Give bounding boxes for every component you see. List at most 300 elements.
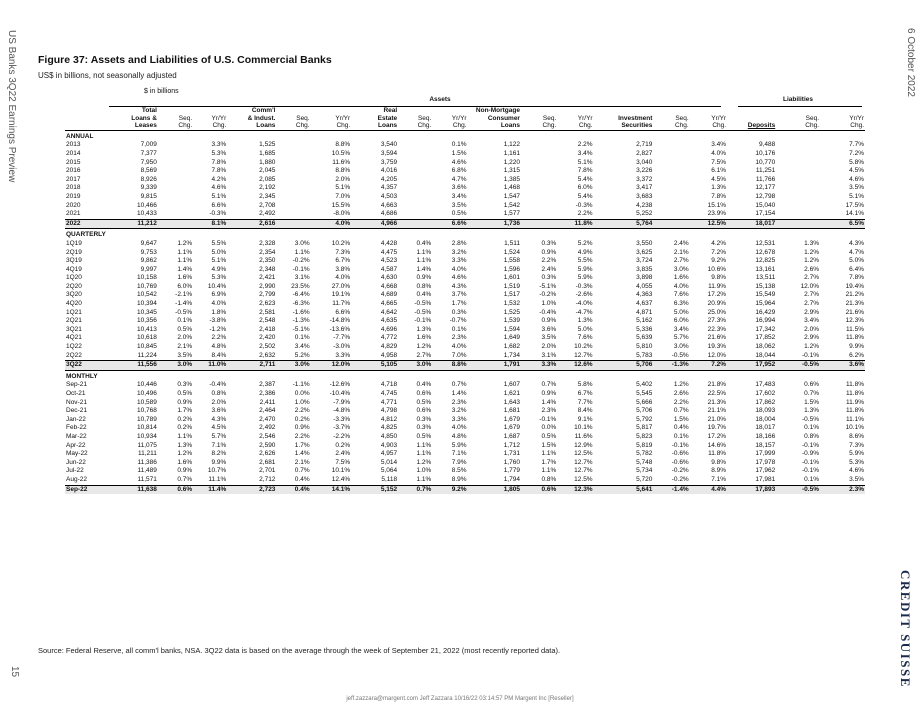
table-cell bbox=[653, 176, 689, 185]
table-cell: 1.3% bbox=[711, 184, 727, 192]
table-cell: 14.1% bbox=[311, 485, 352, 494]
table-cell: 4,665 bbox=[380, 300, 398, 308]
table-cell: 18,062 bbox=[755, 343, 776, 351]
table-cell: 2.2% bbox=[541, 257, 557, 265]
table-cell: 4,475 bbox=[380, 248, 398, 256]
table-cell: 1.1% bbox=[416, 257, 432, 265]
column-header: Deposits bbox=[727, 107, 776, 130]
table-cell: 3,372 bbox=[636, 175, 653, 183]
table-cell: 0.4% bbox=[673, 424, 689, 432]
table-cell: 2,590 bbox=[259, 441, 276, 449]
row-label: Mar-22 bbox=[66, 432, 87, 440]
table-cell bbox=[776, 193, 820, 202]
column-header: Yr/Yr Chg. bbox=[432, 107, 467, 130]
table-row bbox=[65, 476, 865, 485]
table-cell: 2,492 bbox=[259, 210, 276, 218]
table-row bbox=[65, 309, 865, 318]
table-cell: 17,852 bbox=[755, 334, 776, 342]
table-cell: 0.5% bbox=[177, 325, 193, 333]
table-cell: 0.7% bbox=[177, 475, 193, 483]
table-cell: 11.8% bbox=[846, 381, 864, 389]
row-label: Oct-21 bbox=[66, 390, 86, 397]
table-cell: 1.1% bbox=[177, 257, 193, 265]
table-cell: 1.1% bbox=[541, 450, 557, 458]
table-cell: 7,009 bbox=[140, 141, 157, 149]
table-cell: 21.1% bbox=[707, 407, 727, 415]
table-cell: 3,594 bbox=[380, 149, 398, 157]
table-cell: 1.3% bbox=[577, 317, 593, 325]
table-row bbox=[65, 352, 865, 361]
table-cell: 5,545 bbox=[636, 390, 653, 397]
table-cell: 23.5% bbox=[291, 282, 310, 290]
table-cell: 4.0% bbox=[673, 282, 689, 290]
table-cell: 7.5% bbox=[711, 158, 727, 166]
table-row bbox=[65, 424, 865, 433]
table-cell: 1.1% bbox=[294, 248, 310, 256]
table-cell: 10,413 bbox=[137, 325, 157, 333]
table-cell: 4.6% bbox=[451, 158, 467, 166]
figure-title: Figure 37: Assets and Liabilities of U.S. Commercial Banks bbox=[38, 54, 332, 66]
table-cell: 4,363 bbox=[636, 291, 653, 299]
table-cell: 4,587 bbox=[380, 265, 398, 273]
table-cell: 1,685 bbox=[259, 149, 276, 157]
table-cell: 11,075 bbox=[137, 441, 157, 449]
table-cell: 0.1% bbox=[177, 317, 193, 325]
table-cell: -0.2% bbox=[671, 467, 689, 475]
table-cell: 6.6% bbox=[211, 201, 227, 209]
table-cell: 0.7% bbox=[294, 467, 310, 475]
table-cell: 1.1% bbox=[177, 432, 193, 440]
table-cell: -1.3% bbox=[292, 317, 310, 325]
table-cell: 11,766 bbox=[755, 175, 776, 183]
table-cell: 12,798 bbox=[755, 192, 776, 200]
table-cell: 11.9% bbox=[708, 282, 727, 290]
column-header: Seq. Chg. bbox=[398, 107, 432, 130]
table-cell: 4.7% bbox=[451, 175, 467, 183]
table-cell bbox=[158, 141, 193, 150]
table-cell: 4,798 bbox=[380, 407, 398, 415]
table-cell: 10.2% bbox=[331, 239, 351, 247]
table-cell bbox=[276, 210, 310, 219]
column-header: Seq. Chg. bbox=[276, 107, 310, 130]
table-cell: 10,814 bbox=[137, 424, 157, 432]
table-cell: 2,546 bbox=[259, 432, 276, 440]
table-cell: 11,571 bbox=[137, 475, 157, 483]
table-cell: 8,569 bbox=[140, 167, 157, 175]
table-cell: 0.7% bbox=[673, 407, 689, 415]
table-cell: -3.7% bbox=[333, 424, 351, 432]
table-cell: 1,220 bbox=[503, 158, 520, 166]
table-cell: 18,157 bbox=[755, 441, 776, 449]
table-cell: 4.6% bbox=[451, 274, 467, 282]
row-label: 2020 bbox=[66, 201, 81, 209]
table-cell: 3,898 bbox=[636, 274, 653, 282]
table-cell: 7.8% bbox=[211, 158, 227, 166]
table-cell: 10,433 bbox=[137, 210, 157, 218]
table-cell: 1.1% bbox=[416, 475, 432, 483]
table-cell: 2.2% bbox=[294, 432, 310, 440]
table-cell: 2,418 bbox=[259, 325, 276, 333]
table-cell: 7.8% bbox=[849, 274, 864, 282]
table-cell: 12,678 bbox=[755, 248, 776, 256]
table-cell: -4.8% bbox=[333, 407, 351, 415]
table-cell bbox=[776, 219, 820, 229]
table-cell: 10.5% bbox=[331, 149, 351, 157]
table-cell: 7.8% bbox=[711, 192, 727, 200]
table-cell: 7.2% bbox=[690, 361, 727, 371]
table-cell: -0.1% bbox=[414, 317, 432, 325]
table-cell: 1,525 bbox=[503, 308, 520, 316]
table-cell: 0.7% bbox=[804, 390, 819, 397]
table-cell: 7.0% bbox=[335, 192, 351, 200]
table-cell: 0.7% bbox=[541, 381, 557, 389]
group-header-row bbox=[65, 370, 865, 381]
table-cell: 0.4% bbox=[416, 291, 432, 299]
table-cell: 12.3% bbox=[557, 485, 593, 494]
table-cell: 18,004 bbox=[755, 415, 776, 423]
table-cell: 12.4% bbox=[331, 475, 351, 483]
table-cell: 4.0% bbox=[451, 424, 467, 432]
table-cell: 2.7% bbox=[804, 274, 819, 282]
row-label: 4Q19 bbox=[66, 265, 82, 273]
table-cell: 17,154 bbox=[755, 210, 776, 218]
table-cell: 2,990 bbox=[259, 282, 276, 290]
liabilities-section-header: Liabilities bbox=[783, 96, 813, 103]
table-cell: 3.0% bbox=[673, 265, 689, 273]
table-cell: -5.1% bbox=[292, 325, 310, 333]
table-cell: 5.9% bbox=[849, 450, 864, 458]
table-cell: 3.1% bbox=[541, 351, 557, 359]
table-row bbox=[65, 361, 865, 371]
table-cell: 1,524 bbox=[503, 248, 520, 256]
table-cell: 16,994 bbox=[755, 317, 776, 325]
table-cell bbox=[653, 193, 689, 202]
table-row bbox=[65, 219, 865, 229]
table-cell: 1.8% bbox=[211, 308, 227, 316]
table-cell: 6.1% bbox=[711, 167, 727, 175]
table-cell: 1.5% bbox=[673, 415, 689, 423]
table-cell: 2,681 bbox=[259, 458, 276, 466]
table-cell: 11.7% bbox=[332, 300, 351, 308]
table-cell: 2,701 bbox=[259, 467, 276, 475]
table-cell: 1,880 bbox=[259, 158, 276, 166]
table-cell: 12,531 bbox=[755, 239, 776, 247]
row-label: 4Q20 bbox=[66, 300, 82, 308]
table-cell: 5.0% bbox=[577, 325, 593, 333]
table-cell: 18,017 bbox=[727, 219, 776, 229]
table-cell: 25.0% bbox=[707, 308, 727, 316]
table-cell: 2.4% bbox=[673, 239, 689, 247]
table-cell: -0.1% bbox=[292, 265, 310, 273]
table-cell: 9.9% bbox=[211, 458, 227, 466]
table-cell: 3,759 bbox=[380, 158, 398, 166]
table-cell: -0.1% bbox=[802, 458, 819, 466]
table-cell: 19.3% bbox=[707, 343, 727, 351]
table-cell: 5.1% bbox=[577, 158, 593, 166]
table-cell: 0.9% bbox=[541, 390, 557, 397]
table-cell: 5,402 bbox=[636, 381, 653, 389]
table-cell: -0.5% bbox=[414, 300, 432, 308]
table-cell: 0.9% bbox=[177, 467, 193, 475]
table-cell: 10,618 bbox=[137, 334, 157, 342]
table-cell: 11.8% bbox=[557, 219, 593, 229]
table-cell: 5.3% bbox=[849, 458, 864, 466]
table-cell: 4,850 bbox=[380, 432, 398, 440]
table-cell: 1,601 bbox=[503, 274, 520, 282]
table-cell: 17,602 bbox=[755, 390, 776, 397]
column-header: Real Estate Loans bbox=[351, 107, 398, 130]
table-cell: 0.6% bbox=[804, 381, 819, 389]
table-cell: 6.0% bbox=[177, 282, 193, 290]
table-cell: 4,958 bbox=[380, 351, 398, 359]
table-row bbox=[65, 159, 865, 168]
table-cell: 2.0% bbox=[804, 325, 819, 333]
table-cell: 7.8% bbox=[577, 167, 593, 175]
table-row bbox=[65, 442, 865, 451]
table-cell: 1,558 bbox=[503, 257, 520, 265]
table-cell: 1.0% bbox=[294, 398, 310, 406]
table-cell bbox=[158, 176, 193, 185]
table-cell: 1,532 bbox=[503, 300, 520, 308]
table-cell: 4.5% bbox=[211, 424, 227, 432]
table-cell: 11.8% bbox=[846, 407, 864, 415]
table-cell: 6.2% bbox=[849, 351, 864, 359]
table-cell: 0.2% bbox=[335, 441, 351, 449]
table-cell: 3.4% bbox=[673, 325, 689, 333]
table-cell: 0.2% bbox=[177, 415, 193, 423]
table-cell bbox=[776, 167, 820, 176]
table-cell: 2,470 bbox=[259, 415, 276, 423]
table-cell: 5.9% bbox=[577, 265, 593, 273]
table-cell: -1.4% bbox=[175, 300, 193, 308]
table-cell: 4,238 bbox=[636, 201, 653, 209]
table-row bbox=[65, 433, 865, 442]
table-row bbox=[65, 176, 865, 185]
table-cell: 12,177 bbox=[755, 184, 776, 192]
table-cell: 12.5% bbox=[690, 219, 727, 229]
table-cell: 4.3% bbox=[211, 415, 227, 423]
table-cell bbox=[653, 202, 689, 211]
table-cell bbox=[158, 210, 193, 219]
table-cell bbox=[276, 141, 310, 150]
row-label: 2016 bbox=[66, 167, 81, 175]
table-row bbox=[65, 184, 865, 193]
table-cell: 8.2% bbox=[211, 450, 227, 458]
table-cell: 2.2% bbox=[577, 210, 593, 218]
table-cell: 2.0% bbox=[541, 343, 557, 351]
table-row bbox=[65, 167, 865, 176]
table-cell: 3.6% bbox=[541, 325, 557, 333]
table-cell: -3.3% bbox=[333, 415, 351, 423]
table-cell: 3,540 bbox=[380, 141, 398, 149]
table-row bbox=[65, 300, 865, 309]
table-cell bbox=[276, 184, 310, 193]
table-cell: 12.3% bbox=[845, 317, 864, 325]
table-cell: 3.1% bbox=[294, 274, 310, 282]
table-cell: 0.5% bbox=[416, 432, 432, 440]
table-cell: 9.2% bbox=[432, 485, 467, 494]
credit-suisse-logo: CREDIT SUISSE bbox=[898, 570, 913, 688]
table-cell: 5,641 bbox=[594, 485, 654, 494]
table-cell: 0.0% bbox=[541, 424, 557, 432]
table-cell: 1.2% bbox=[416, 458, 432, 466]
group-header-row bbox=[65, 229, 865, 240]
table-cell: 2,386 bbox=[259, 390, 276, 397]
table-cell: 16,429 bbox=[755, 308, 776, 316]
table-cell: 8.4% bbox=[211, 351, 227, 359]
table-cell: 1.6% bbox=[177, 274, 193, 282]
table-cell: 5,764 bbox=[594, 219, 654, 229]
table-cell: 9.9% bbox=[849, 343, 864, 351]
table-cell: 7.9% bbox=[451, 458, 467, 466]
row-label: 2021 bbox=[66, 210, 81, 218]
table-cell: 1.4% bbox=[416, 265, 432, 273]
table-cell: 10.7% bbox=[207, 467, 227, 475]
table-cell bbox=[158, 202, 193, 211]
table-cell: 2.0% bbox=[335, 175, 351, 183]
table-cell: 1,621 bbox=[503, 390, 520, 397]
table-cell: -0.4% bbox=[209, 381, 227, 389]
table-header-row bbox=[65, 107, 865, 130]
table-cell: 6.6% bbox=[432, 219, 467, 229]
table-cell: 0.3% bbox=[416, 424, 432, 432]
row-label: Jun-22 bbox=[66, 458, 86, 466]
table-cell: 12.0% bbox=[800, 282, 819, 290]
table-cell: 1,519 bbox=[503, 282, 520, 290]
row-label: Sep-21 bbox=[66, 381, 87, 389]
table-cell bbox=[158, 150, 193, 159]
table-cell: 2,350 bbox=[259, 257, 276, 265]
table-cell: 4,696 bbox=[380, 325, 398, 333]
row-label: 2019 bbox=[66, 192, 81, 200]
table-cell: 2,354 bbox=[259, 248, 276, 256]
table-cell: 15.5% bbox=[331, 201, 351, 209]
table-cell: 0.8% bbox=[416, 282, 432, 290]
table-cell: 11,556 bbox=[112, 361, 158, 371]
table-cell: -8.0% bbox=[333, 210, 351, 218]
table-cell: 11.6% bbox=[574, 432, 593, 440]
table-cell: 12.5% bbox=[574, 450, 593, 458]
table-cell bbox=[398, 159, 432, 168]
table-cell: 2.8% bbox=[451, 239, 467, 247]
table-cell: 1.7% bbox=[541, 458, 557, 466]
table-cell bbox=[653, 150, 689, 159]
table-cell: 4.6% bbox=[849, 175, 864, 183]
table-cell: 7.7% bbox=[577, 398, 593, 406]
table-cell: -1.3% bbox=[653, 361, 689, 371]
table-cell: -0.5% bbox=[776, 485, 820, 494]
table-cell: 0.2% bbox=[294, 415, 310, 423]
table-cell: 1.6% bbox=[673, 274, 689, 282]
table-cell: 9,815 bbox=[140, 192, 157, 200]
table-cell: 2.3% bbox=[820, 485, 865, 494]
table-cell: 4.6% bbox=[211, 184, 227, 192]
table-cell: 4.8% bbox=[211, 343, 227, 351]
row-label: 2022 bbox=[65, 219, 112, 229]
table-cell: 18,044 bbox=[755, 351, 776, 359]
table-cell: 10,394 bbox=[137, 300, 157, 308]
column-header: Seq. Chg. bbox=[158, 107, 193, 130]
row-label: Dec-21 bbox=[66, 407, 87, 415]
table-cell: 2.3% bbox=[451, 334, 467, 342]
table-cell: -12.6% bbox=[329, 381, 351, 389]
table-cell bbox=[276, 159, 310, 168]
table-cell: 17,978 bbox=[755, 458, 776, 466]
table-cell: 2,623 bbox=[259, 300, 276, 308]
table-cell: 2.1% bbox=[294, 458, 310, 466]
table-cell: 3.5% bbox=[849, 475, 864, 483]
table-row bbox=[65, 202, 865, 211]
table-cell: 1,760 bbox=[503, 458, 520, 466]
table-cell bbox=[521, 176, 557, 185]
table-cell: 1,547 bbox=[503, 192, 520, 200]
table-cell bbox=[776, 202, 820, 211]
table-cell: -0.2% bbox=[292, 257, 310, 265]
table-row bbox=[65, 407, 865, 416]
table-cell: 5,706 bbox=[594, 361, 654, 371]
table-cell: 4,689 bbox=[380, 291, 398, 299]
table-cell: -13.6% bbox=[329, 325, 351, 333]
table-cell: 1,596 bbox=[503, 265, 520, 273]
table-row bbox=[65, 150, 865, 159]
table-cell bbox=[776, 150, 820, 159]
row-label: 2Q21 bbox=[66, 317, 82, 325]
table-cell: 12.7% bbox=[574, 351, 593, 359]
table-cell bbox=[776, 184, 820, 193]
column-header: Seq. Chg. bbox=[653, 107, 689, 130]
table-cell: 8.1% bbox=[193, 219, 227, 229]
table-cell: 17,483 bbox=[755, 381, 776, 389]
table-cell: 17,952 bbox=[727, 361, 776, 371]
table-cell: -0.3% bbox=[209, 210, 227, 218]
table-cell: 1.2% bbox=[804, 257, 819, 265]
table-cell: 8.9% bbox=[451, 475, 467, 483]
row-label: Apr-22 bbox=[66, 441, 86, 449]
table-cell: -0.2% bbox=[539, 291, 557, 299]
table-cell: 3.2% bbox=[451, 248, 467, 256]
table-cell bbox=[653, 184, 689, 193]
table-cell: 0.9% bbox=[541, 248, 557, 256]
table-cell bbox=[776, 210, 820, 219]
column-header: Seq. Chg. bbox=[521, 107, 557, 130]
table-cell: -2.2% bbox=[333, 432, 351, 440]
table-cell: 3.0% bbox=[276, 361, 310, 371]
table-cell: 0.3% bbox=[541, 239, 557, 247]
table-cell: 7.1% bbox=[711, 475, 727, 483]
table-cell: 5,105 bbox=[351, 361, 398, 371]
table-cell: 2,492 bbox=[259, 424, 276, 432]
table-cell: 0.9% bbox=[541, 317, 557, 325]
table-cell bbox=[653, 159, 689, 168]
table-cell: 0.7% bbox=[398, 485, 432, 494]
table-cell: 1,791 bbox=[468, 361, 521, 371]
column-header: Yr/Yr Chg. bbox=[557, 107, 593, 130]
table-cell: 5,118 bbox=[381, 475, 398, 483]
table-cell: 21.3% bbox=[845, 300, 864, 308]
table-cell: 10,446 bbox=[137, 381, 157, 389]
table-cell: 5.0% bbox=[849, 257, 864, 265]
table-cell: 2.1% bbox=[673, 248, 689, 256]
table-cell: 4.5% bbox=[711, 175, 727, 183]
table-cell: 17,962 bbox=[755, 467, 776, 475]
column-header: Yr/Yr Chg. bbox=[193, 107, 227, 130]
table-cell: -0.5% bbox=[414, 308, 432, 316]
table-cell: -5.1% bbox=[539, 282, 557, 290]
table-cell: 2,085 bbox=[259, 175, 276, 183]
table-cell: 1,643 bbox=[503, 398, 520, 406]
table-cell: 2.7% bbox=[804, 291, 819, 299]
table-cell: 2.9% bbox=[804, 308, 819, 316]
